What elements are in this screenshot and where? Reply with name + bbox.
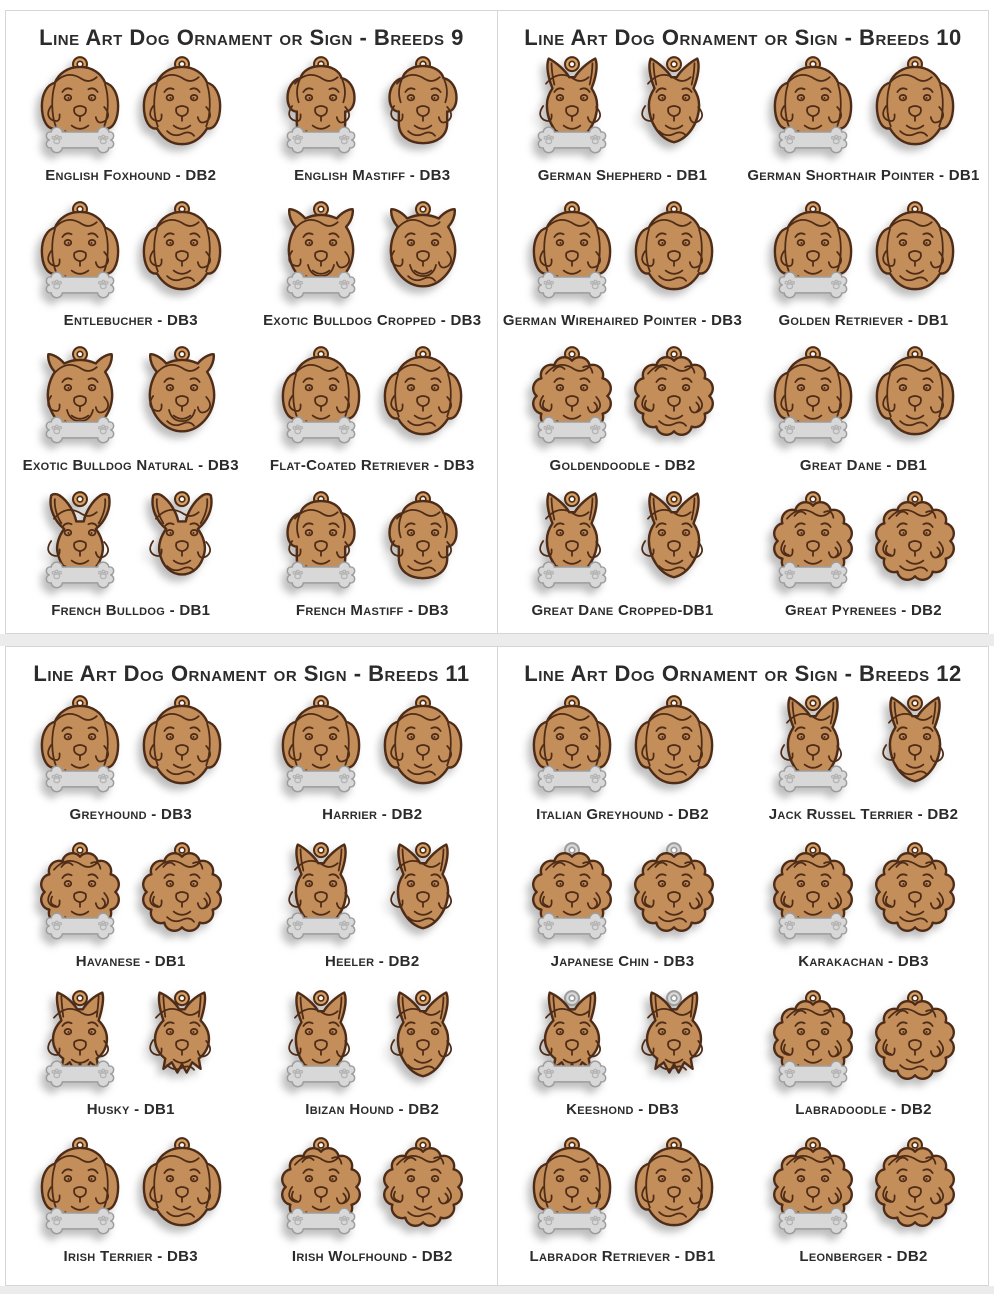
- page-title: Line Art Dog Ornament or Sign - Breeds 10: [524, 25, 962, 50]
- breed-label: Great Dane Cropped-DB1: [531, 602, 714, 619]
- dog-head-line-art-icon: [876, 1148, 954, 1226]
- hanging-ring-icon: [175, 991, 189, 1005]
- breed-listing: [502, 984, 743, 1132]
- ornament-plain-image: [134, 839, 230, 945]
- hanging-ring-icon: [908, 696, 922, 710]
- breed-label: Heeler - DB2: [325, 953, 420, 970]
- breed-listing: [502, 53, 743, 198]
- breed-listing: [743, 53, 984, 198]
- ornament-with-bone-image: [32, 1134, 128, 1240]
- ornament-pair: [524, 53, 722, 159]
- ornament-plain-image: [375, 343, 471, 449]
- page-title: Line Art Dog Ornament or Sign - Breeds 11: [33, 661, 470, 686]
- ornament-pair: [273, 839, 471, 945]
- breed-label: Harrier - DB2: [322, 805, 423, 823]
- breed-label: Ibizan Hound - DB2: [305, 1100, 440, 1118]
- ornament-pair: [273, 198, 471, 304]
- hanging-ring-icon: [565, 57, 579, 71]
- ornament-plain-image: [626, 1134, 722, 1240]
- dog-head-line-art-icon: [385, 705, 461, 782]
- breed-listing: [252, 198, 494, 343]
- page-title: Line Art Dog Ornament or Sign - Breeds 9: [39, 25, 464, 50]
- breed-listing: [10, 837, 252, 985]
- ornament-plain-image: [867, 1134, 963, 1240]
- ornament-with-bone-image: [273, 53, 369, 159]
- ornament-grid: [498, 53, 988, 639]
- ornament-plain-image: [626, 53, 722, 159]
- breed-label: Golden Retriever - DB1: [778, 312, 949, 329]
- breed-label: Italian Greyhound - DB2: [536, 805, 709, 823]
- ornament-with-bone-image: [32, 488, 128, 594]
- ornament-pair: [273, 488, 471, 594]
- breed-listing: [252, 488, 494, 633]
- ornament-plain-image: [375, 488, 471, 594]
- dog-head-line-art-icon: [150, 354, 214, 431]
- ornament-plain-image: [134, 1134, 230, 1240]
- ornament-with-bone-image: [32, 987, 128, 1093]
- ornament-pair: [32, 488, 230, 594]
- ornament-grid: [6, 689, 497, 1285]
- ornament-with-bone-image: [524, 987, 620, 1093]
- dog-head-line-art-icon: [390, 66, 457, 143]
- breed-listing: [252, 1132, 494, 1280]
- ornament-pair: [32, 198, 230, 304]
- ornament-grid: [6, 53, 497, 639]
- hanging-ring-icon: [314, 843, 328, 857]
- ornament-with-bone-image: [765, 692, 861, 798]
- breed-listing: [502, 1132, 743, 1280]
- ornament-pair: [32, 53, 230, 159]
- breed-label: Great Dane - DB1: [799, 457, 928, 474]
- ornament-with-bone-image: [524, 53, 620, 159]
- ornament-with-bone-image: [524, 488, 620, 594]
- breed-listing: [252, 343, 494, 488]
- breed-label: Jack Russel Terrier - DB2: [768, 805, 959, 823]
- breed-listing: [252, 984, 494, 1132]
- hanging-ring-icon: [314, 991, 328, 1005]
- ornament-with-bone-image: [273, 198, 369, 304]
- ornament-pair: [32, 987, 230, 1093]
- breed-listing: [743, 343, 984, 488]
- ornament-plain-image: [134, 488, 230, 594]
- ornament-pair: [765, 987, 963, 1093]
- ornament-pair: [273, 53, 471, 159]
- breed-label: Labrador Retriever - DB1: [529, 1248, 716, 1265]
- ornament-pair: [524, 198, 722, 304]
- breed-label: Exotic Bulldog Cropped - DB3: [263, 312, 482, 329]
- ornament-pair: [765, 198, 963, 304]
- breed-label: English Foxhound - DB2: [45, 167, 217, 184]
- ornament-pair: [273, 987, 471, 1093]
- breed-listing: [743, 837, 984, 985]
- dog-head-line-art-icon: [635, 853, 713, 931]
- ornament-pair: [273, 692, 471, 798]
- ornament-plain-image: [867, 987, 963, 1093]
- breed-listing: [743, 1132, 984, 1280]
- dog-head-line-art-icon: [635, 1148, 711, 1225]
- ornament-with-bone-image: [273, 488, 369, 594]
- breed-listing: [10, 1132, 252, 1280]
- hanging-ring-icon: [416, 843, 430, 857]
- ornament-plain-image: [134, 53, 230, 159]
- hanging-ring-icon: [416, 991, 430, 1005]
- ornament-with-bone-image: [273, 839, 369, 945]
- ornament-with-bone-image: [524, 343, 620, 449]
- breed-label: German Wirehaired Pointer - DB3: [502, 312, 743, 329]
- ornament-plain-image: [134, 198, 230, 304]
- breed-label: German Shorthair Pointer - DB1: [747, 167, 980, 184]
- ornament-plain-image: [626, 692, 722, 798]
- dog-head-line-art-icon: [876, 502, 954, 580]
- hanging-ring-icon: [175, 492, 189, 506]
- bottom-gutter: [0, 1286, 994, 1294]
- hanging-ring-icon: [667, 492, 681, 506]
- dog-head-line-art-icon: [144, 1148, 220, 1225]
- breed-label: Flat-Coated Retriever - DB3: [269, 457, 475, 474]
- ornament-plain-image: [375, 1134, 471, 1240]
- ornament-with-bone-image: [32, 343, 128, 449]
- ornament-plain-image: [375, 53, 471, 159]
- ornament-with-bone-image: [32, 839, 128, 945]
- ornament-plain-image: [375, 987, 471, 1093]
- ornament-with-bone-image: [765, 1134, 861, 1240]
- ornament-with-bone-image: [765, 343, 861, 449]
- breed-label: Keeshond - DB3: [566, 1100, 679, 1118]
- hanging-ring-icon: [73, 991, 87, 1005]
- breed-listing: [502, 837, 743, 985]
- breed-listing: [252, 837, 494, 985]
- breed-listing: [502, 198, 743, 343]
- breed-listing: [743, 488, 984, 633]
- ornament-pair: [32, 1134, 230, 1240]
- breed-label: Goldendoodle - DB2: [549, 457, 696, 474]
- dog-head-line-art-icon: [144, 705, 220, 782]
- breed-listing: [10, 343, 252, 488]
- dog-head-line-art-icon: [876, 853, 954, 931]
- ornament-pair: [32, 839, 230, 945]
- breed-listing: [252, 689, 494, 837]
- hanging-ring-icon: [565, 991, 579, 1005]
- ornament-plain-image: [134, 987, 230, 1093]
- dog-head-line-art-icon: [876, 357, 952, 434]
- ornament-pair: [765, 1134, 963, 1240]
- dog-head-line-art-icon: [144, 67, 220, 144]
- catalog-page-breeds-9: [5, 10, 498, 634]
- ornament-pair: [524, 1134, 722, 1240]
- ornament-with-bone-image: [524, 692, 620, 798]
- ornament-plain-image: [134, 692, 230, 798]
- breed-label: Labradoodle - DB2: [795, 1100, 932, 1118]
- ornament-grid: [498, 689, 988, 1285]
- catalog-page-breeds-11: [5, 646, 498, 1286]
- dog-head-line-art-icon: [143, 853, 221, 931]
- ornament-pair: [524, 987, 722, 1093]
- ornament-plain-image: [867, 692, 963, 798]
- breed-label: Great Pyrenees - DB2: [785, 602, 942, 619]
- hanging-ring-icon: [806, 696, 820, 710]
- ornament-pair: [765, 488, 963, 594]
- catalog-page-breeds-10: [497, 10, 989, 634]
- ornament-pair: [765, 53, 963, 159]
- dog-head-line-art-icon: [390, 501, 457, 578]
- ornament-plain-image: [867, 488, 963, 594]
- breed-label: Husky - DB1: [86, 1100, 175, 1118]
- ornament-with-bone-image: [273, 343, 369, 449]
- breed-listing: [10, 488, 252, 633]
- breed-listing: [502, 689, 743, 837]
- breed-label: Japanese Chin - DB3: [550, 953, 695, 970]
- ornament-with-bone-image: [273, 987, 369, 1093]
- breed-listing: [743, 984, 984, 1132]
- ornament-plain-image: [867, 53, 963, 159]
- ornament-with-bone-image: [32, 53, 128, 159]
- breed-label: Entlebucher - DB3: [63, 312, 198, 329]
- ornament-with-bone-image: [524, 198, 620, 304]
- breed-listing: [743, 689, 984, 837]
- ornament-pair: [273, 343, 471, 449]
- dog-head-line-art-icon: [635, 357, 713, 435]
- ornament-pair: [524, 488, 722, 594]
- ornament-with-bone-image: [273, 692, 369, 798]
- breed-listing: [252, 53, 494, 198]
- hanging-ring-icon: [667, 991, 681, 1005]
- breed-label: Irish Terrier - DB3: [63, 1248, 198, 1265]
- dog-head-line-art-icon: [876, 67, 952, 144]
- ornament-pair: [32, 343, 230, 449]
- breed-label: German Shepherd - DB1: [537, 167, 708, 184]
- ornament-with-bone-image: [765, 488, 861, 594]
- breed-listing: [10, 689, 252, 837]
- breed-listing: [10, 984, 252, 1132]
- ornament-plain-image: [626, 343, 722, 449]
- breed-listing: [502, 343, 743, 488]
- breed-listing: [743, 198, 984, 343]
- breed-label: Exotic Bulldog Natural - DB3: [22, 457, 239, 474]
- ornament-pair: [524, 692, 722, 798]
- dog-head-line-art-icon: [391, 209, 455, 286]
- ornament-with-bone-image: [765, 53, 861, 159]
- breed-label: French Mastiff - DB3: [295, 602, 449, 619]
- ornament-plain-image: [375, 839, 471, 945]
- dog-head-line-art-icon: [384, 1148, 462, 1226]
- ornament-with-bone-image: [524, 839, 620, 945]
- ornament-with-bone-image: [524, 1134, 620, 1240]
- breed-label: English Mastiff - DB3: [294, 167, 451, 184]
- ornament-with-bone-image: [32, 198, 128, 304]
- breed-label: Havanese - DB1: [75, 953, 186, 970]
- catalog-page-breeds-12: [497, 646, 989, 1286]
- ornament-plain-image: [867, 839, 963, 945]
- hanging-ring-icon: [73, 492, 87, 506]
- hanging-ring-icon: [565, 492, 579, 506]
- ornament-plain-image: [626, 839, 722, 945]
- breed-listing: [10, 53, 252, 198]
- dog-head-line-art-icon: [876, 1001, 954, 1079]
- ornament-plain-image: [626, 198, 722, 304]
- ornament-plain-image: [134, 343, 230, 449]
- dog-head-line-art-icon: [385, 357, 461, 434]
- ornament-with-bone-image: [765, 987, 861, 1093]
- ornament-plain-image: [867, 198, 963, 304]
- ornament-plain-image: [375, 692, 471, 798]
- breed-label: Karakachan - DB3: [798, 953, 929, 970]
- ornament-pair: [765, 692, 963, 798]
- ornament-plain-image: [375, 198, 471, 304]
- ornament-pair: [524, 343, 722, 449]
- ornament-plain-image: [626, 987, 722, 1093]
- breed-label: French Bulldog - DB1: [51, 602, 211, 619]
- ornament-with-bone-image: [765, 198, 861, 304]
- breed-label: Irish Wolfhound - DB2: [291, 1248, 453, 1265]
- breed-label: Leonberger - DB2: [799, 1248, 928, 1265]
- ornament-plain-image: [867, 343, 963, 449]
- ornament-pair: [32, 692, 230, 798]
- ornament-with-bone-image: [32, 692, 128, 798]
- ornament-pair: [524, 839, 722, 945]
- dog-head-line-art-icon: [144, 212, 220, 289]
- breed-label: Greyhound - DB3: [69, 805, 192, 823]
- dog-head-line-art-icon: [635, 705, 711, 782]
- dog-head-line-art-icon: [635, 212, 711, 289]
- breed-listing: [10, 198, 252, 343]
- ornament-pair: [273, 1134, 471, 1240]
- breed-listing: [502, 488, 743, 633]
- ornament-pair: [765, 343, 963, 449]
- ornament-with-bone-image: [273, 1134, 369, 1240]
- ornament-with-bone-image: [765, 839, 861, 945]
- ornament-pair: [765, 839, 963, 945]
- page-title: Line Art Dog Ornament or Sign - Breeds 12: [524, 661, 962, 686]
- dog-head-line-art-icon: [876, 212, 952, 289]
- hanging-ring-icon: [667, 57, 681, 71]
- ornament-plain-image: [626, 488, 722, 594]
